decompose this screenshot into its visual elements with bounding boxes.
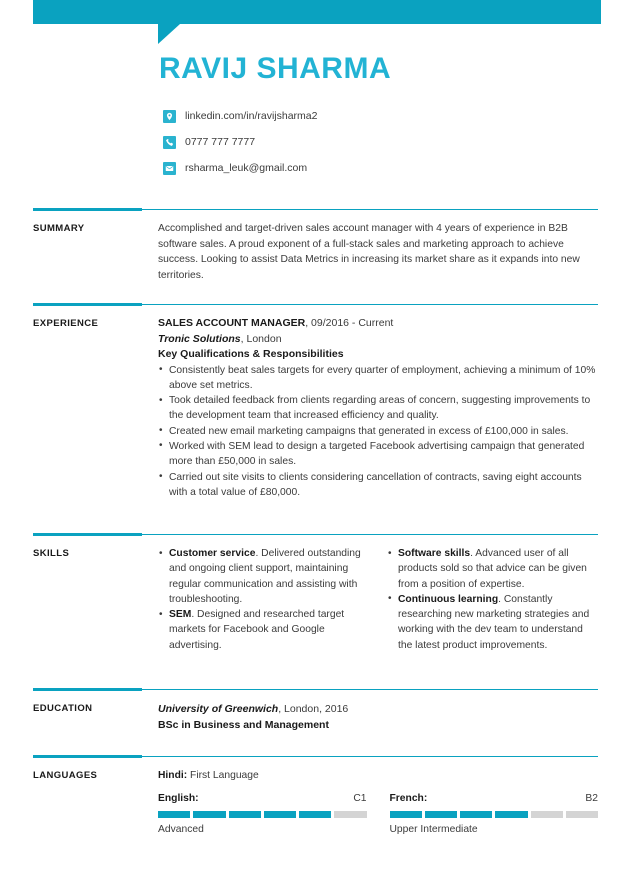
section-skills <box>33 533 598 653</box>
job-subhead: Key Qualifications & Responsibilities <box>158 348 344 360</box>
experience-entry <box>158 316 598 500</box>
language-level-bar-english <box>158 811 367 818</box>
language-first-name: Hindi: <box>158 770 188 781</box>
skills-column-left <box>158 546 369 653</box>
job-location: , London <box>240 332 282 345</box>
skill-item <box>387 592 598 653</box>
education-school-meta: , London, 2016 <box>278 703 349 715</box>
header-banner-notch <box>158 24 180 44</box>
header-banner <box>33 0 601 24</box>
skill-desc: . Advanced user of all products sold so that advice can be given from a position of expertise. <box>398 548 587 590</box>
envelope-icon <box>163 162 176 175</box>
skill-item <box>158 607 369 653</box>
skill-item <box>387 546 598 592</box>
skill-term: Continuous learning <box>398 593 499 605</box>
education-degree: BSc in Business and Management <box>158 719 329 731</box>
language-first-value: First Language <box>187 770 259 781</box>
skill-desc: . Delivered outstanding and ongoing client support, maintaining regular communication and assisting with troubleshooting. <box>169 548 361 605</box>
section-label-skills: SKILLS <box>33 548 70 559</box>
skill-item <box>158 546 369 607</box>
education-school-line <box>158 701 598 717</box>
language-description-english: Advanced <box>158 823 204 835</box>
language-entry-french <box>390 791 599 837</box>
experience-bullet: • Took detailed feedback from clients regarding areas of concern, suggesting improvements to the development team that increased efficiency and quality. <box>158 393 598 424</box>
skills-list-right <box>387 546 598 653</box>
contact-item-linkedin[interactable] <box>163 110 317 123</box>
level-segment <box>229 811 261 818</box>
section-rule-summary <box>33 208 598 211</box>
job-title-line <box>158 316 598 332</box>
level-segment <box>158 811 190 818</box>
language-description-french: Upper Intermediate <box>389 823 478 835</box>
language-name-english: English: <box>158 793 199 804</box>
section-label-summary: SUMMARY <box>33 223 85 234</box>
phone-icon <box>163 136 176 149</box>
skill-term: Customer service <box>169 548 256 559</box>
level-segment <box>460 811 492 818</box>
section-rule-education <box>33 688 598 691</box>
section-label-experience: EXPERIENCE <box>33 318 99 329</box>
section-education <box>33 688 598 733</box>
level-segment <box>193 811 225 818</box>
experience-bullet: • Worked with SEM lead to design a targeted Facebook advertising campaign that generated more than £50,000 in sales. <box>158 439 598 470</box>
contact-item-phone[interactable] <box>163 136 317 149</box>
language-level-bar-french <box>390 811 599 818</box>
language-cefr-french: B2 <box>585 793 598 804</box>
level-segment <box>334 811 366 818</box>
level-segment <box>495 811 527 818</box>
job-company: Tronic Solutions <box>158 332 241 345</box>
education-school: University of Greenwich <box>158 703 279 715</box>
language-entry-english <box>158 791 367 837</box>
skill-term: SEM <box>169 609 192 621</box>
skills-list-left <box>158 546 369 653</box>
summary-text: Accomplished and target-driven sales account manager with 4 years of experience in B2B software sales. A proud exponent of a full-stack sales and marketing approach to achieve success. Looking to assist Data Metrics in increasing its market share as it expands into new territories. <box>158 223 580 281</box>
section-rule-skills <box>33 533 598 536</box>
level-segment <box>425 811 457 818</box>
level-segment <box>566 811 598 818</box>
language-cefr-english: C1 <box>353 793 367 804</box>
skill-desc: . Designed and researched target markets for Facebook and Google advertising. <box>169 609 345 651</box>
contact-text-phone: 0777 777 7777 <box>185 136 256 148</box>
section-rule-languages <box>33 755 598 758</box>
section-experience <box>33 303 598 500</box>
level-segment <box>390 811 422 818</box>
candidate-name: RAVIJ SHARMA <box>159 52 392 85</box>
contact-item-email[interactable] <box>163 162 317 175</box>
language-name-french: French: <box>389 793 428 804</box>
level-segment <box>299 811 331 818</box>
section-rule-experience <box>33 303 598 306</box>
experience-bullet: • Created new email marketing campaigns that generated in excess of £100,000 in sales. <box>158 424 598 439</box>
experience-bullet: • Carried out site visits to clients considering cancellation of contracts, saving eight accounts with a total value of £80,000. <box>158 470 598 501</box>
experience-bullet-list <box>158 363 598 501</box>
contact-text-linkedin: linkedin.com/in/ravijsharma2 <box>185 110 318 122</box>
section-languages <box>33 755 598 837</box>
experience-bullet: • Consistently beat sales targets for every quarter of employment, achieving a minimum of 10% above set metrics. <box>158 363 598 394</box>
language-first-line <box>158 768 598 784</box>
section-label-education: EDUCATION <box>33 703 93 714</box>
contact-list <box>163 110 317 175</box>
contact-text-email: rsharma_leuk@gmail.com <box>185 162 308 174</box>
job-dates: , 09/2016 - Current <box>305 317 394 329</box>
skill-desc: . Constantly researching new marketing strategies and working with the dev team to understand the latest product improvements. <box>398 593 590 651</box>
section-summary <box>33 208 598 283</box>
location-pin-icon <box>163 110 176 123</box>
section-label-languages: LANGUAGES <box>33 770 98 781</box>
skills-column-right <box>387 546 598 653</box>
job-title: SALES ACCOUNT MANAGER <box>158 317 306 329</box>
level-segment <box>264 811 296 818</box>
level-segment <box>531 811 563 818</box>
job-company-line <box>158 332 598 348</box>
skill-term: Software skills <box>398 548 471 559</box>
